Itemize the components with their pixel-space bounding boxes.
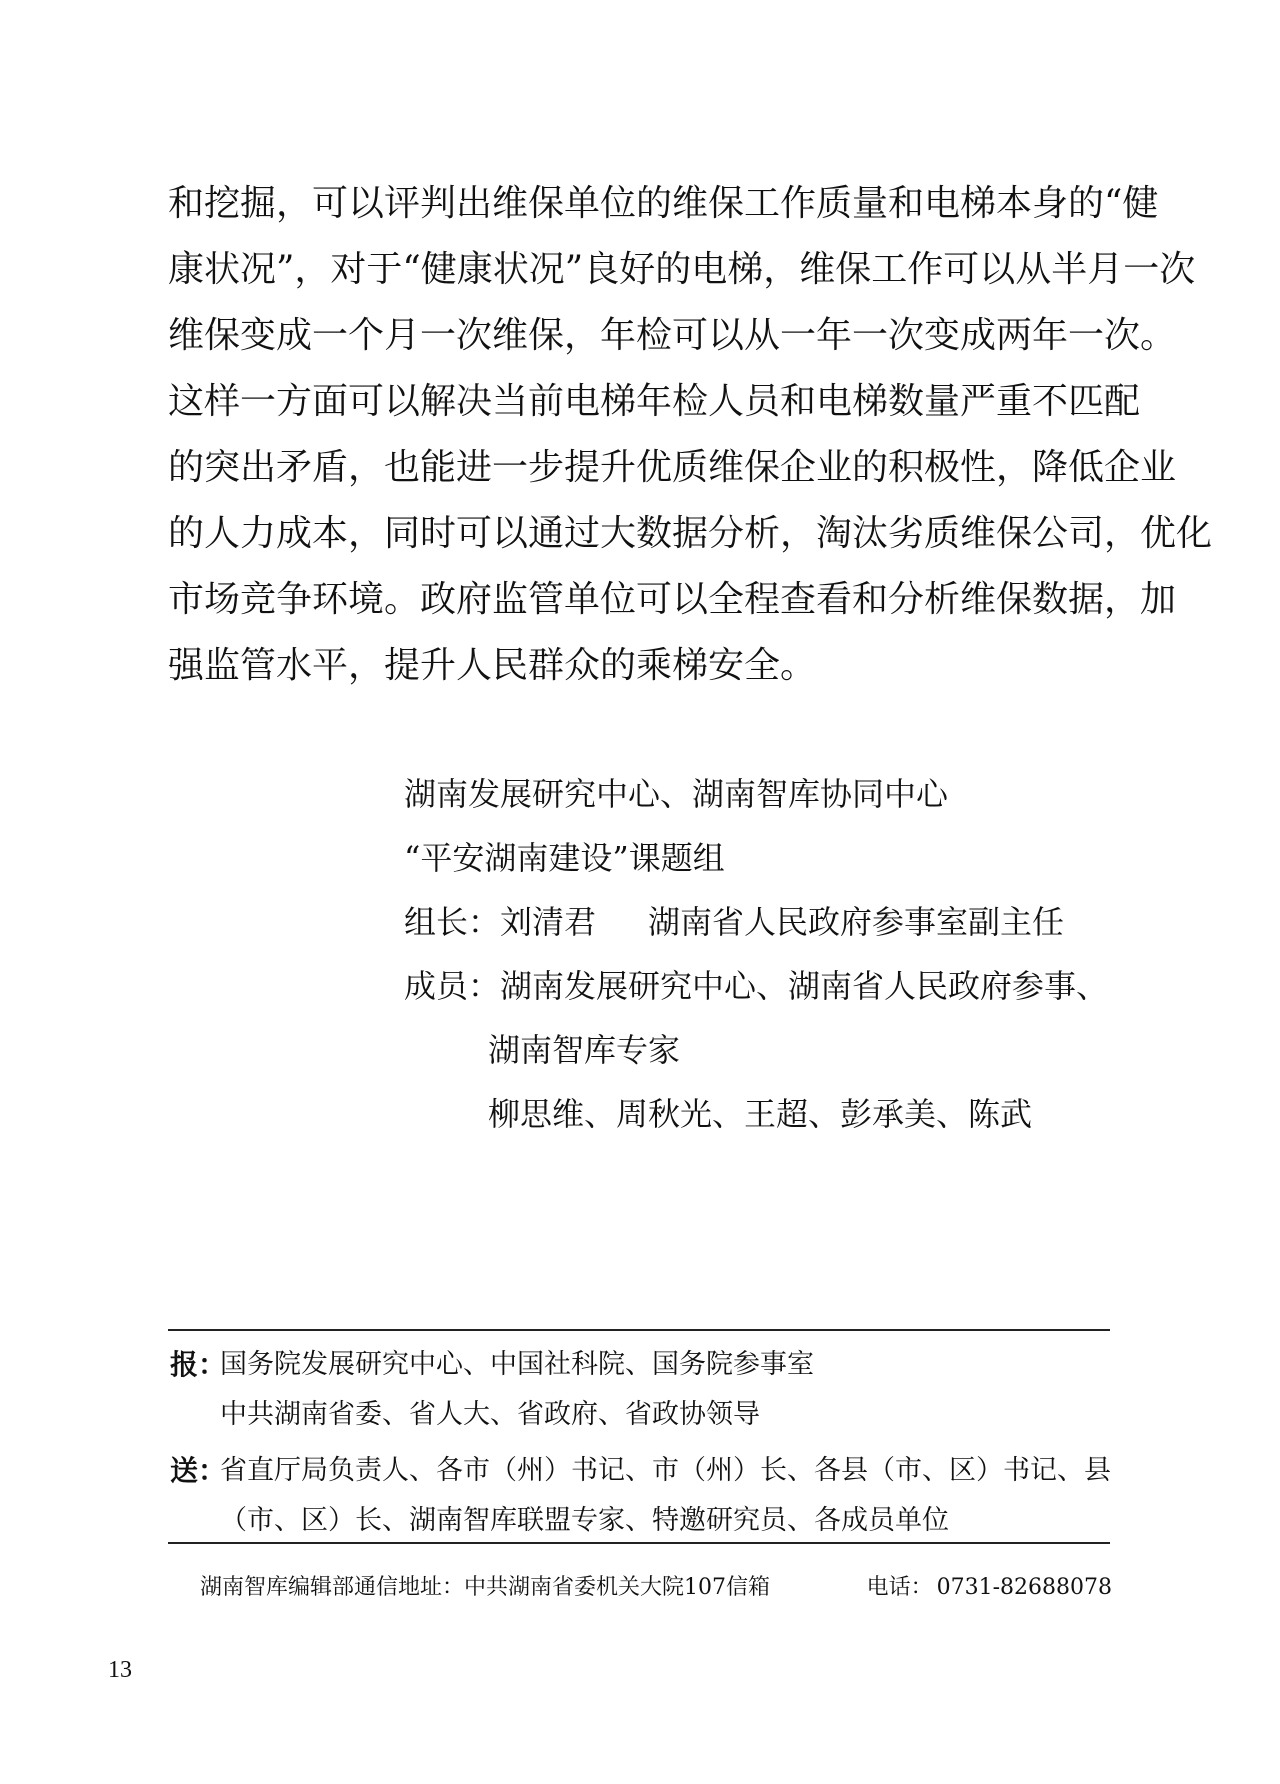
page-number: 13: [108, 1657, 132, 1683]
signature-members: [404, 954, 1124, 1018]
body-line: 强监管水平，提升人民群众的乘梯安全。: [168, 645, 817, 686]
send-text1: 省直厅局负责人、各市（州）书记、市（州）长、各县（市、区）书记、县: [220, 1455, 1111, 1486]
report-label: 报：: [170, 1348, 227, 1381]
body-text: [168, 171, 1213, 699]
body-line: 维保变成一个月一次维保，年检可以从一年一次变成两年一次。: [168, 315, 1177, 356]
signature-group: “平安湖南建设”课题组: [404, 839, 725, 877]
send-line1: [168, 1446, 1110, 1496]
footer-phone-label: 电话：: [866, 1575, 933, 1600]
body-line: 的突出矛盾，也能进一步提升优质维保企业的积极性，降低企业: [168, 447, 1177, 488]
members-label: 成员：: [404, 967, 501, 1005]
body-line: 市场竞争环境。政府监管单位可以全程查看和分析维保数据，加: [168, 579, 1177, 620]
footer-phone: 0731-82688078: [936, 1575, 1112, 1600]
leader-label: 组长：: [404, 903, 501, 941]
members-line1: 湖南发展研究中心、湖南省人民政府参事、: [500, 967, 1109, 1005]
body-line: 这样一方面可以解决当前电梯年检人员和电梯数量严重不匹配: [168, 381, 1141, 422]
signature-block: [404, 762, 1124, 1146]
divider-top: [168, 1329, 1110, 1331]
divider-bottom: [168, 1542, 1110, 1544]
leader-title: 湖南省人民政府参事室副主任: [648, 903, 1065, 941]
report-text1: 国务院发展研究中心、中国社科院、国务院参事室: [220, 1349, 814, 1380]
leader-name: 刘清君: [500, 903, 597, 941]
footer-address: 湖南智库编辑部通信地址：中共湖南省委机关大院107信箱: [200, 1575, 770, 1600]
body-line: 的人力成本，同时可以通过大数据分析，淘汰劣质维保公司，优化: [168, 513, 1213, 554]
signature-leader: [404, 890, 1124, 954]
members-line2: 湖南智库专家: [488, 1031, 681, 1069]
body-line: 康状况”，对于“健康状况”良好的电梯，维保工作可以从半月一次: [168, 249, 1196, 290]
footer-phone-group: [867, 1568, 1112, 1608]
members-names: 柳思维、周秋光、王超、彭承美、陈武: [488, 1095, 1033, 1133]
send-line2: （市、区）长、湖南智库联盟专家、特邀研究员、各成员单位: [220, 1505, 949, 1536]
distribution-block: [168, 1340, 1110, 1546]
send-label: 送：: [170, 1454, 227, 1487]
body-line: 和挖掘，可以评判出维保单位的维保工作质量和电梯本身的“健: [168, 183, 1159, 224]
footer: [200, 1568, 1112, 1608]
report-line2: 中共湖南省委、省人大、省政府、省政协领导: [220, 1399, 760, 1430]
signature-org: 湖南发展研究中心、湖南智库协同中心: [404, 775, 949, 813]
report-line1: [168, 1340, 1110, 1390]
